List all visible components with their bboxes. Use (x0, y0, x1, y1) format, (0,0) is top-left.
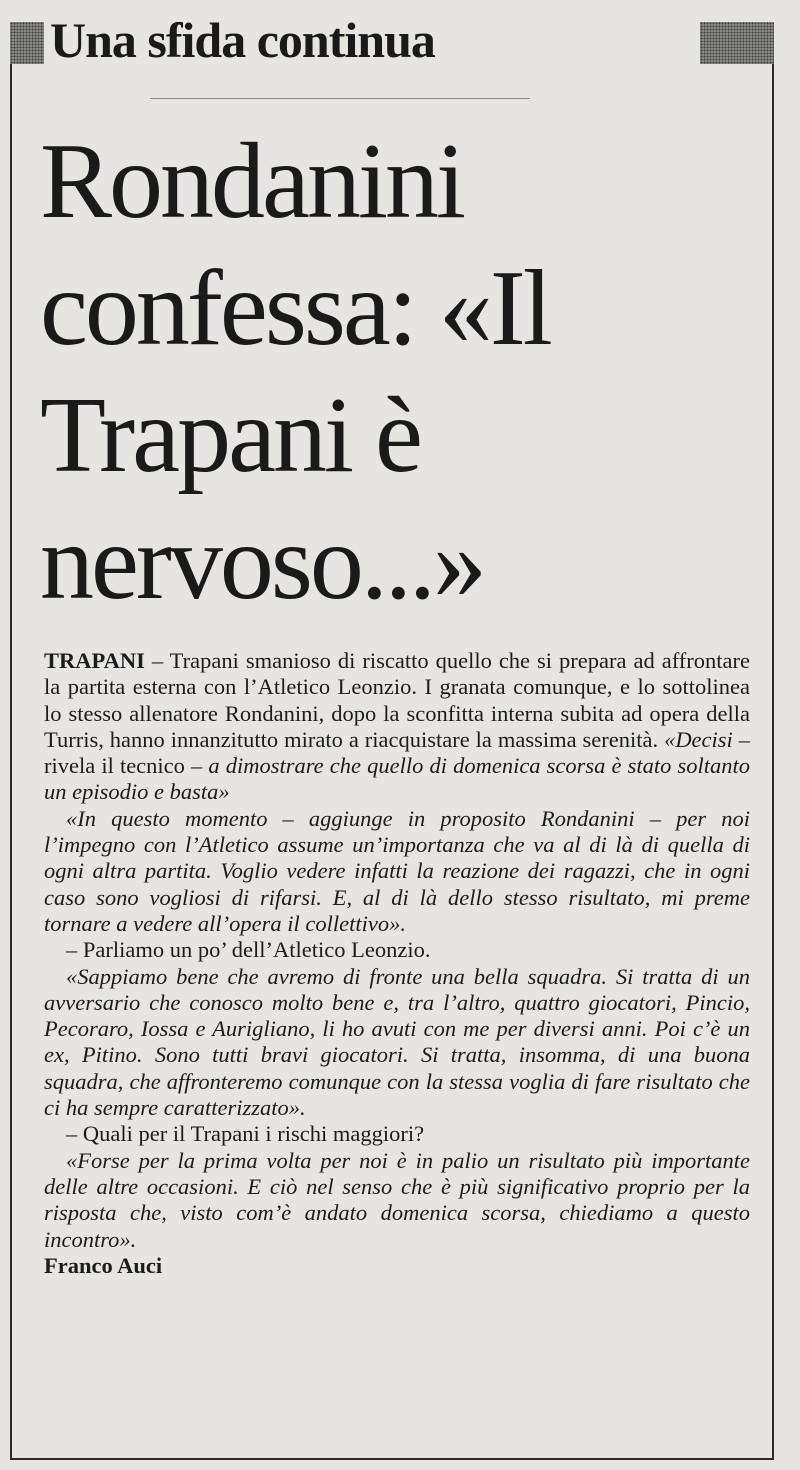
author-byline: Franco Auci (44, 1252, 163, 1278)
quote-text: a dimostrare che quello di domenica scorsa è stato soltanto un episodio e basta» (44, 753, 751, 805)
interview-question: – Quali per il Trapani i rischi maggiori? (66, 1121, 425, 1147)
headline-line: confessa: «Il (40, 249, 550, 368)
intro-text: – Trapani smanioso di riscatto quello che si prepara ad affrontare la partita esterna con l’Atletico Leonzio. I granata comunque, e lo sottolinea lo stesso allenatore Rondanini, dopo la sconfitta interna subita ad opera della Turris, hanno innanzitutto mirato a riacquistare la massima serenità. (44, 648, 750, 752)
quote-text: «In questo momento – (66, 805, 294, 831)
quote-text: «Decisi (664, 726, 733, 752)
attribution-text: – rivela il tecnico – (44, 726, 750, 779)
article-body (44, 648, 750, 1279)
halftone-block-left (10, 22, 44, 64)
paragraph-intro (44, 648, 750, 806)
interview-question: – Parliamo un po’ dell’Atletico Leonzio. (66, 937, 431, 963)
attribution-text: aggiunge in proposito Rondanini (293, 805, 650, 831)
headline-line: nervoso...» (40, 503, 484, 622)
kicker-rule (150, 98, 530, 99)
headline-line: Rondanini (40, 122, 463, 241)
headline (40, 118, 760, 626)
kicker-heading: Una sfida continua (50, 12, 435, 68)
quote-text: – per noi l’impegno con l’Atletico assume un’importanza che va al di là di quella di ogni altra partita. Voglio vedere infatti la reazione dei ragazzi, che in ogni caso sono vogliosi di rifarsi. E, al di là dello stesso risultato, mi preme tornare a vedere all’opera il collettivo». (44, 805, 750, 936)
halftone-block-right (700, 22, 774, 64)
paragraph-quote (44, 806, 750, 937)
interview-answer: «Forse per la prima volta per noi è in palio un risultato più importante delle altre occasioni. E ciò nel senso che è più significativo proprio per la risposta che, visto com’è andato domenica scorsa, chiediamo a questo incontro». (44, 1147, 750, 1252)
column-border-right (772, 62, 774, 1460)
column-border-bottom (10, 1458, 774, 1460)
column-border-left (10, 62, 12, 1460)
dateline: TRAPANI (44, 648, 145, 673)
interview-answer: «Sappiamo bene che avremo di fronte una bella squadra. Si tratta di un avversario che conosco molto bene e, tra l’altro, quattro giocatori, Pincio, Pecoraro, Iossa e Aurigliano, li ho avuti con me per diversi anni. Poi c’è un ex, Pitino. Sono tutti bravi giocatori. Si tratta, insomma, di una buona squadra, che affronteremo comunque con la stessa voglia di fare risultato che ci ha sempre caratterizzato». (44, 963, 750, 1121)
headline-line: Trapani è (40, 376, 420, 495)
